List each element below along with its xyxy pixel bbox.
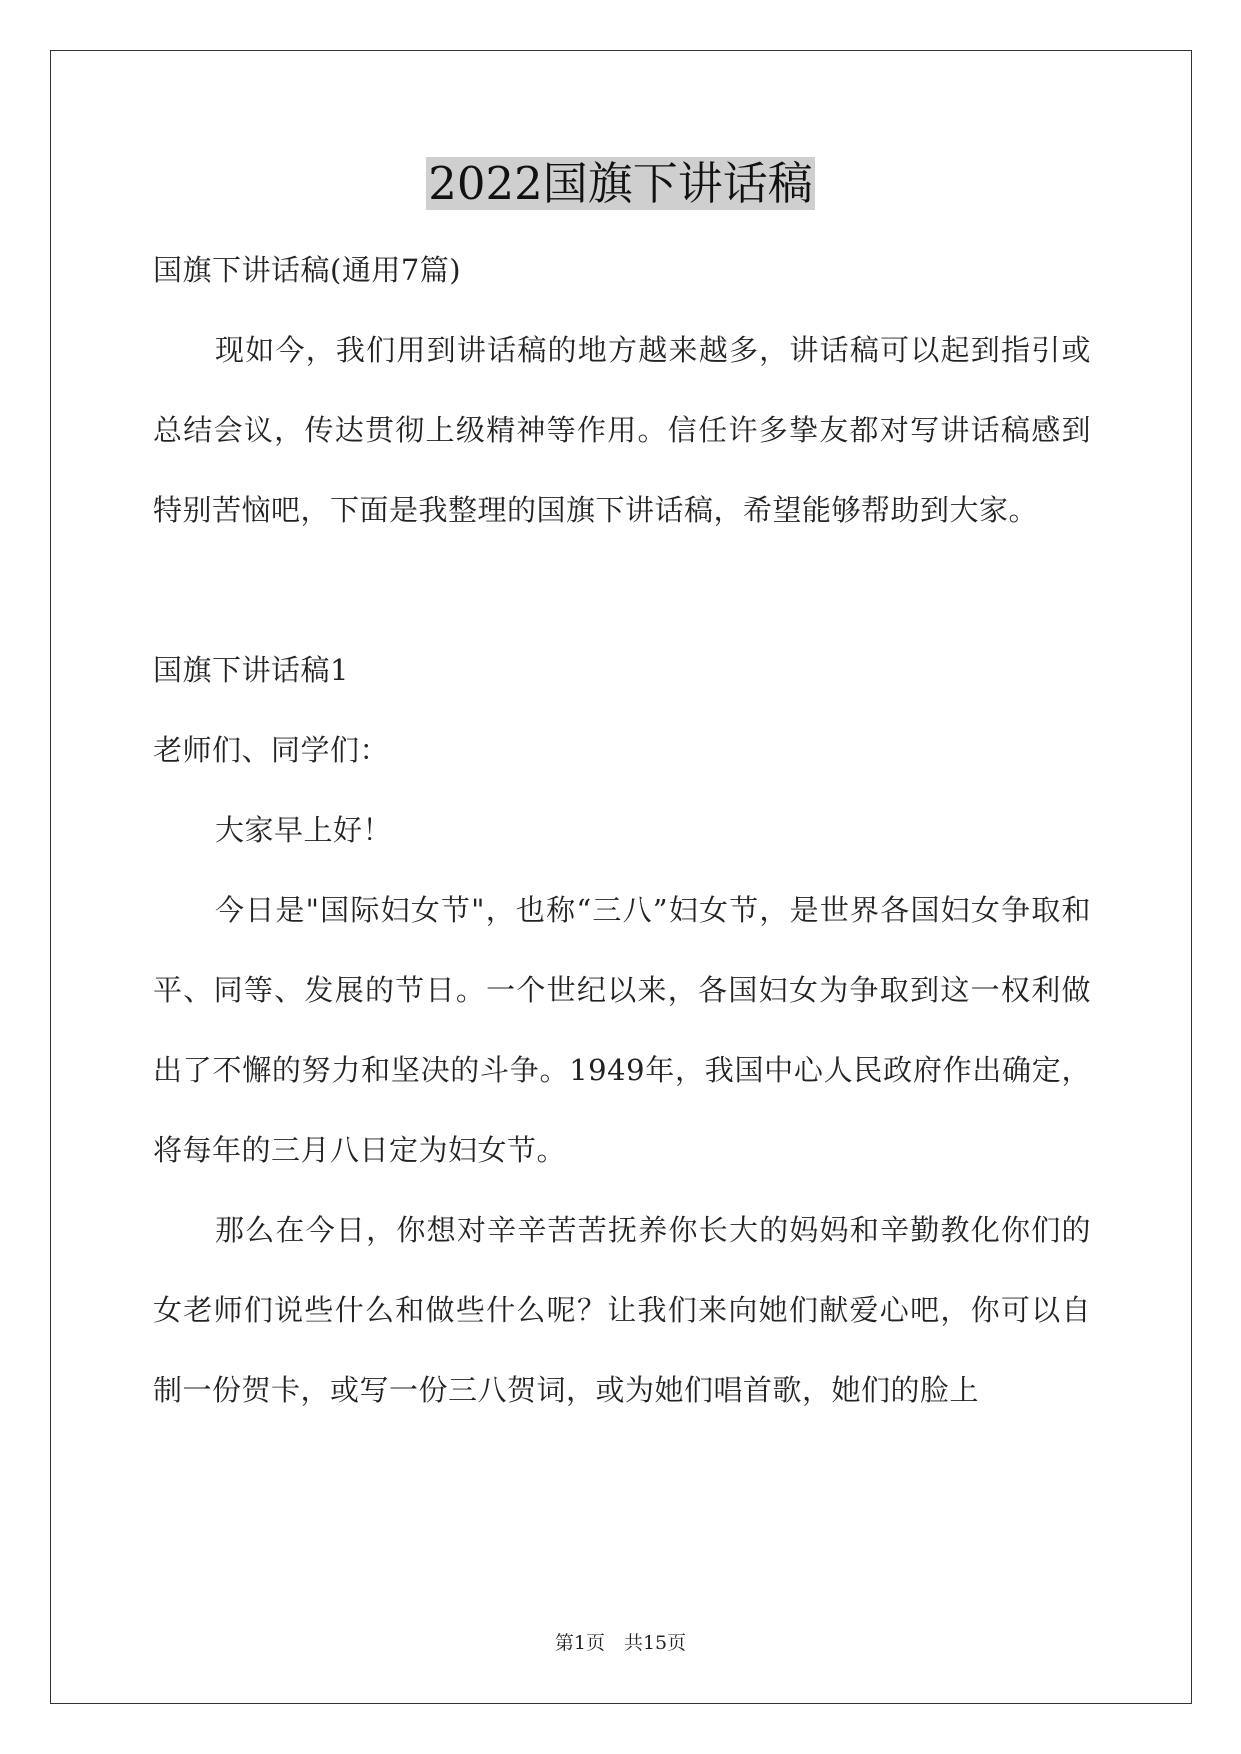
document-body: [153, 230, 1091, 1430]
document-title-text: 2022国旗下讲话稿: [428, 157, 813, 210]
page-number-label: 第1页 共15页: [554, 1632, 687, 1654]
salutation: 老师们、同学们：: [153, 733, 390, 767]
body-paragraph-1: 今日是"国际妇女节"，也称“三八”妇女节，是世界各国妇女争取和平、同等、发展的节日。一个世纪以来，各国妇女为争取到这一权利做出了不懈的努力和坚决的斗争。1949年，我国中心人民政府作出确定，将每年的三月八日定为妇女节。: [153, 893, 1091, 1167]
page-footer: [0, 1628, 1241, 1658]
document-title: [0, 150, 1241, 218]
body-paragraph-2: 那么在今日，你想对辛辛苦苦抚养你长大的妈妈和辛勤教化你们的女老师们说些什么和做些什么呢？让我们来向她们献爱心吧，你可以自制一份贺卡，或写一份三八贺词，或为她们唱首歌，她们的脸上: [153, 1213, 1091, 1407]
greeting: 大家早上好！: [215, 813, 393, 847]
intro-paragraph: 现如今，我们用到讲话稿的地方越来越多，讲话稿可以起到指引或总结会议，传达贯彻上级精神等作用。信任许多挚友都对写讲话稿感到特别苦恼吧，下面是我整理的国旗下讲话稿，希望能够帮助到大家。: [153, 333, 1091, 527]
document-subtitle: 国旗下讲话稿(通用7篇): [153, 253, 462, 287]
section-heading: 国旗下讲话稿1: [153, 653, 349, 687]
